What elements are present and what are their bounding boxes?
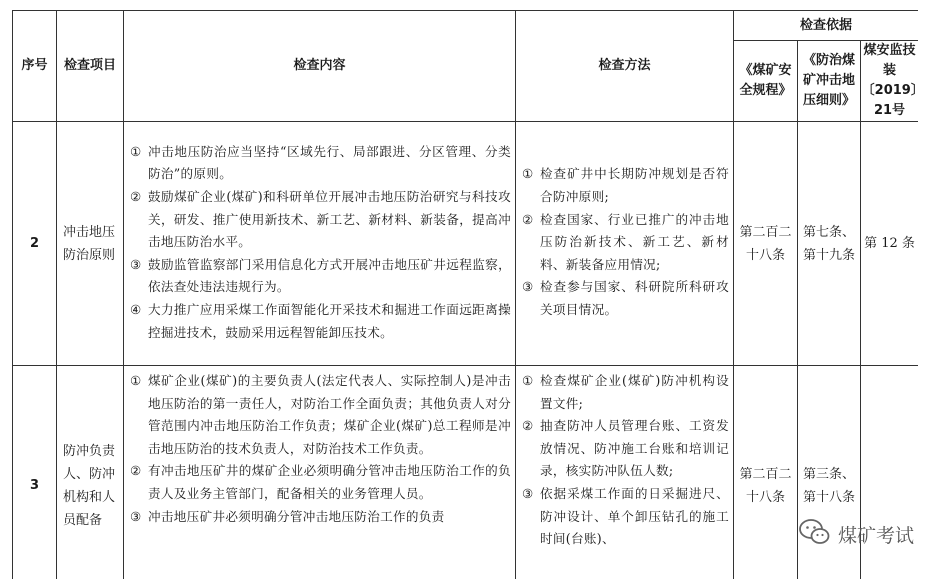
header-basis: 检查依据 <box>734 11 919 41</box>
watermark-text: 煤矿考试 <box>837 525 914 547</box>
content-list-item: ③ 冲击地压矿井必须明确分管冲击地压防治工作的负责 <box>130 508 445 524</box>
row-ref-regulation: 第二百二十八条 <box>734 366 798 579</box>
inspection-table-wrapper <box>12 10 918 579</box>
row-content <box>124 366 516 579</box>
content-list-item: ② 有冲击地压矿井的煤矿企业必须明确分管冲击地压防治工作的负责人及业务主管部门，配备相关的业务管理人员。 <box>130 463 511 501</box>
row-content <box>124 122 516 366</box>
row-seq: 3 <box>13 366 57 579</box>
content-list-item: ② 鼓励煤矿企业(煤矿)和科研单位开展冲击地压防治研究与科技攻关，研发、推广使用新技术、新工艺、新材料、新装备，提高冲击地压防治水平。 <box>130 189 511 250</box>
header-method: 检查方法 <box>516 11 734 122</box>
method-list-item: ① 检查矿井中长期防冲规划是否符合防冲原则; <box>522 166 729 205</box>
row-ref-regulation: 第二百二十八条 <box>734 122 798 366</box>
row-item: 冲击地压防治原则 <box>57 122 124 366</box>
table-row <box>13 122 919 366</box>
wechat-icon <box>798 518 830 551</box>
row-method <box>516 366 734 579</box>
method-list-item: ③ 依据采煤工作面的日采掘进尺、防冲设计、单个卸压钻孔的施工时间(台账)、 <box>522 485 729 547</box>
row-ref-rules: 第七条、第十九条 <box>798 122 861 366</box>
content-list-item: ① 煤矿企业(煤矿)的主要负责人(法定代表人、实际控制人)是冲击地压防治的第一责任人，对防治工作全面负责；其他负责人对分管范围内冲击地压防治工作负责；煤矿企业(煤矿)总工程师是冲击地压防治的技术负责人，对防治技术工作负责。 <box>130 373 511 456</box>
header-basis-col-3: 煤安监技装〔2019〕21号 <box>861 41 919 122</box>
method-list-item: ③ 检查参与国家、科研院所科研攻关项目情况。 <box>522 279 729 317</box>
content-list-item: ③ 鼓励监管监察部门采用信息化方式开展冲击地压矿井远程监察，依法查处违法违规行为。 <box>130 256 511 295</box>
header-seq: 序号 <box>13 11 57 122</box>
header-item: 检查项目 <box>57 11 124 122</box>
content-list-item: ① 冲击地压防治应当坚持“区域先行、局部跟进、分区管理、分类防治”的原则。 <box>130 143 511 182</box>
content-list-item: ④ 大力推广应用采煤工作面智能化开采技术和掘进工作面远距离操控掘进技术，鼓励采用远程智能卸压技术。 <box>130 301 511 340</box>
header-basis-col-1: 《煤矿安全规程》 <box>734 41 798 122</box>
method-list-item: ① 检查煤矿企业(煤矿)防冲机构设置文件; <box>522 373 729 411</box>
row-ref-rules: 第三条、第十八条 <box>798 366 861 579</box>
watermark <box>798 518 914 551</box>
inspection-table <box>12 10 918 579</box>
row-method <box>516 122 734 366</box>
row-item: 防冲负责人、防冲机构和人员配备 <box>57 366 124 579</box>
header-basis-col-2: 《防治煤矿冲击地压细则》 <box>798 41 861 122</box>
header-content: 检查内容 <box>124 11 516 122</box>
method-list-item: ② 抽查防冲人员管理台账、工资发放情况、防冲施工台账和培训记录，核实防冲队伍人数; <box>522 418 729 479</box>
row-seq: 2 <box>13 122 57 366</box>
table-row <box>13 366 919 579</box>
row-ref-notice: 第 12 条 <box>861 122 919 366</box>
method-list-item: ② 检查国家、行业已推广的冲击地压防治新技术、新工艺、新材料、新装备应用情况; <box>522 211 729 272</box>
